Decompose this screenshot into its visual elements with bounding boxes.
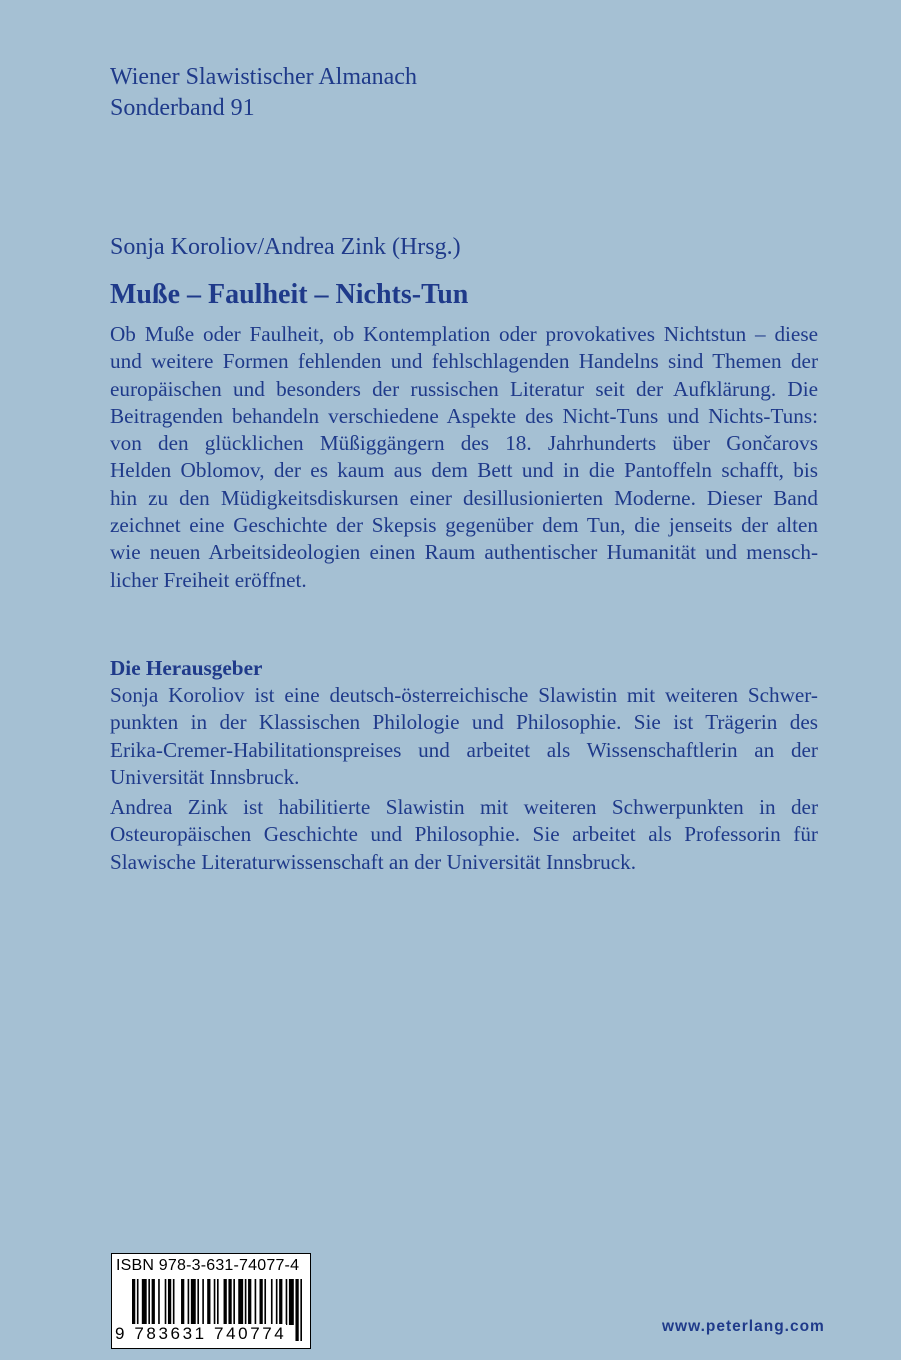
barcode-bar (279, 1279, 282, 1325)
blurb-line: von den glücklichen Müßiggängern des 18. Jahrhunderts über Gončarovs (110, 431, 818, 456)
bio-line: Sonja Koroliov ist eine deutsch-österreichische Slawistin mit weiteren Schwer- (110, 683, 818, 707)
barcode-bar (168, 1279, 171, 1325)
isbn-label: ISBN 978-3-631-74077-4 (116, 1257, 300, 1274)
barcode-bar (148, 1279, 150, 1325)
bio-line: Andrea Zink ist habilitierte Slawistin mit weiteren Schwerpunkten in der (110, 795, 818, 819)
bio-line: punkten in der Klassischen Philologie und Philosophie. Sie ist Trägerin des (110, 710, 818, 735)
barcode-bar (248, 1279, 251, 1325)
blurb-line: Beitragenden behandeln verschiedene Aspekte des Nicht-Tuns und Nichts-Tuns: (110, 403, 818, 428)
series-volume: Sonderband 91 (110, 95, 255, 121)
bio-line: Universität Innsbruck. (110, 764, 300, 789)
blurb-line: und weitere Formen fehlenden und fehlschlagenden Handelns sind Themen der (110, 349, 818, 374)
barcode-bar (300, 1279, 302, 1341)
barcode-bar (142, 1279, 147, 1325)
blurb-line: hin zu den Müdigkeitsdiskursen einer desillusionierten Moderne. Dieser Band (110, 485, 818, 510)
barcode-bar (276, 1279, 278, 1325)
barcode-bar (202, 1279, 204, 1325)
bio-zink (110, 794, 818, 876)
barcode-bar (158, 1279, 160, 1325)
editors-heading: Die Herausgeber (110, 656, 263, 680)
bio-line: Osteuropäischen Geschichte und Philosophie. Sie arbeitet als Professorin für (110, 822, 818, 847)
blurb-line: europäischen und besonders der russischen Literatur seit der Aufklärung. Die (110, 376, 818, 401)
blurb-line: wie neuen Arbeitsideologien einen Raum authentischer Humanität und mensch- (110, 540, 818, 565)
blurb-line: zeichnet eine Geschichte der Skepsis gegenüber dem Tun, die jenseits der alten (110, 513, 818, 538)
barcode-bar (224, 1279, 227, 1325)
barcode-bar (173, 1279, 175, 1325)
editors-line: Sonja Koroliov/Andrea Zink (Hrsg.) (110, 234, 461, 260)
barcode-bar (238, 1279, 243, 1325)
barcode-bar (286, 1279, 288, 1325)
barcode-bar (289, 1279, 294, 1325)
bio-koroliov (110, 682, 818, 791)
barcode-bar (191, 1279, 196, 1325)
barcode-bar (181, 1279, 184, 1325)
series-name: Wiener Slawistischer Almanach (110, 64, 417, 90)
barcode-bar (152, 1279, 155, 1325)
bio-line: Erika-Cremer-Habilitationspreises und arbeitet als Wissenschaftlerin an der (110, 737, 818, 762)
blurb-paragraph (110, 321, 818, 594)
blurb-line: licher Freiheit eröffnet. (110, 567, 307, 592)
barcode-bar (255, 1279, 257, 1325)
isbn-barcode (111, 1253, 311, 1349)
barcode-bar (228, 1279, 231, 1325)
barcode-bar (245, 1279, 247, 1325)
barcode-bar (260, 1279, 263, 1325)
barcode-bar (197, 1279, 199, 1325)
book-title: Muße – Faulheit – Nichts-Tun (110, 279, 469, 310)
barcode-digits: 9 783631 740774 (115, 1324, 287, 1343)
series-info (110, 62, 417, 124)
blurb-line: Helden Oblomov, der es kaum aus dem Bett und in die Pantoffeln schafft, bis (110, 458, 818, 483)
barcode-bar (271, 1279, 273, 1325)
barcode-bar (188, 1279, 190, 1325)
barcode-bar (165, 1279, 167, 1325)
bio-line: Slawische Literaturwissenschaft an der Universität Innsbruck. (110, 849, 636, 874)
publisher-website[interactable]: www.peterlang.com (662, 1318, 825, 1335)
blurb-line: Ob Muße oder Faulheit, ob Kontemplation oder provokatives Nichtstun – diese (110, 322, 818, 346)
barcode-bar (295, 1279, 298, 1341)
barcode-bar (207, 1279, 210, 1325)
barcode-bar (264, 1279, 266, 1325)
barcode-bar (233, 1279, 235, 1325)
